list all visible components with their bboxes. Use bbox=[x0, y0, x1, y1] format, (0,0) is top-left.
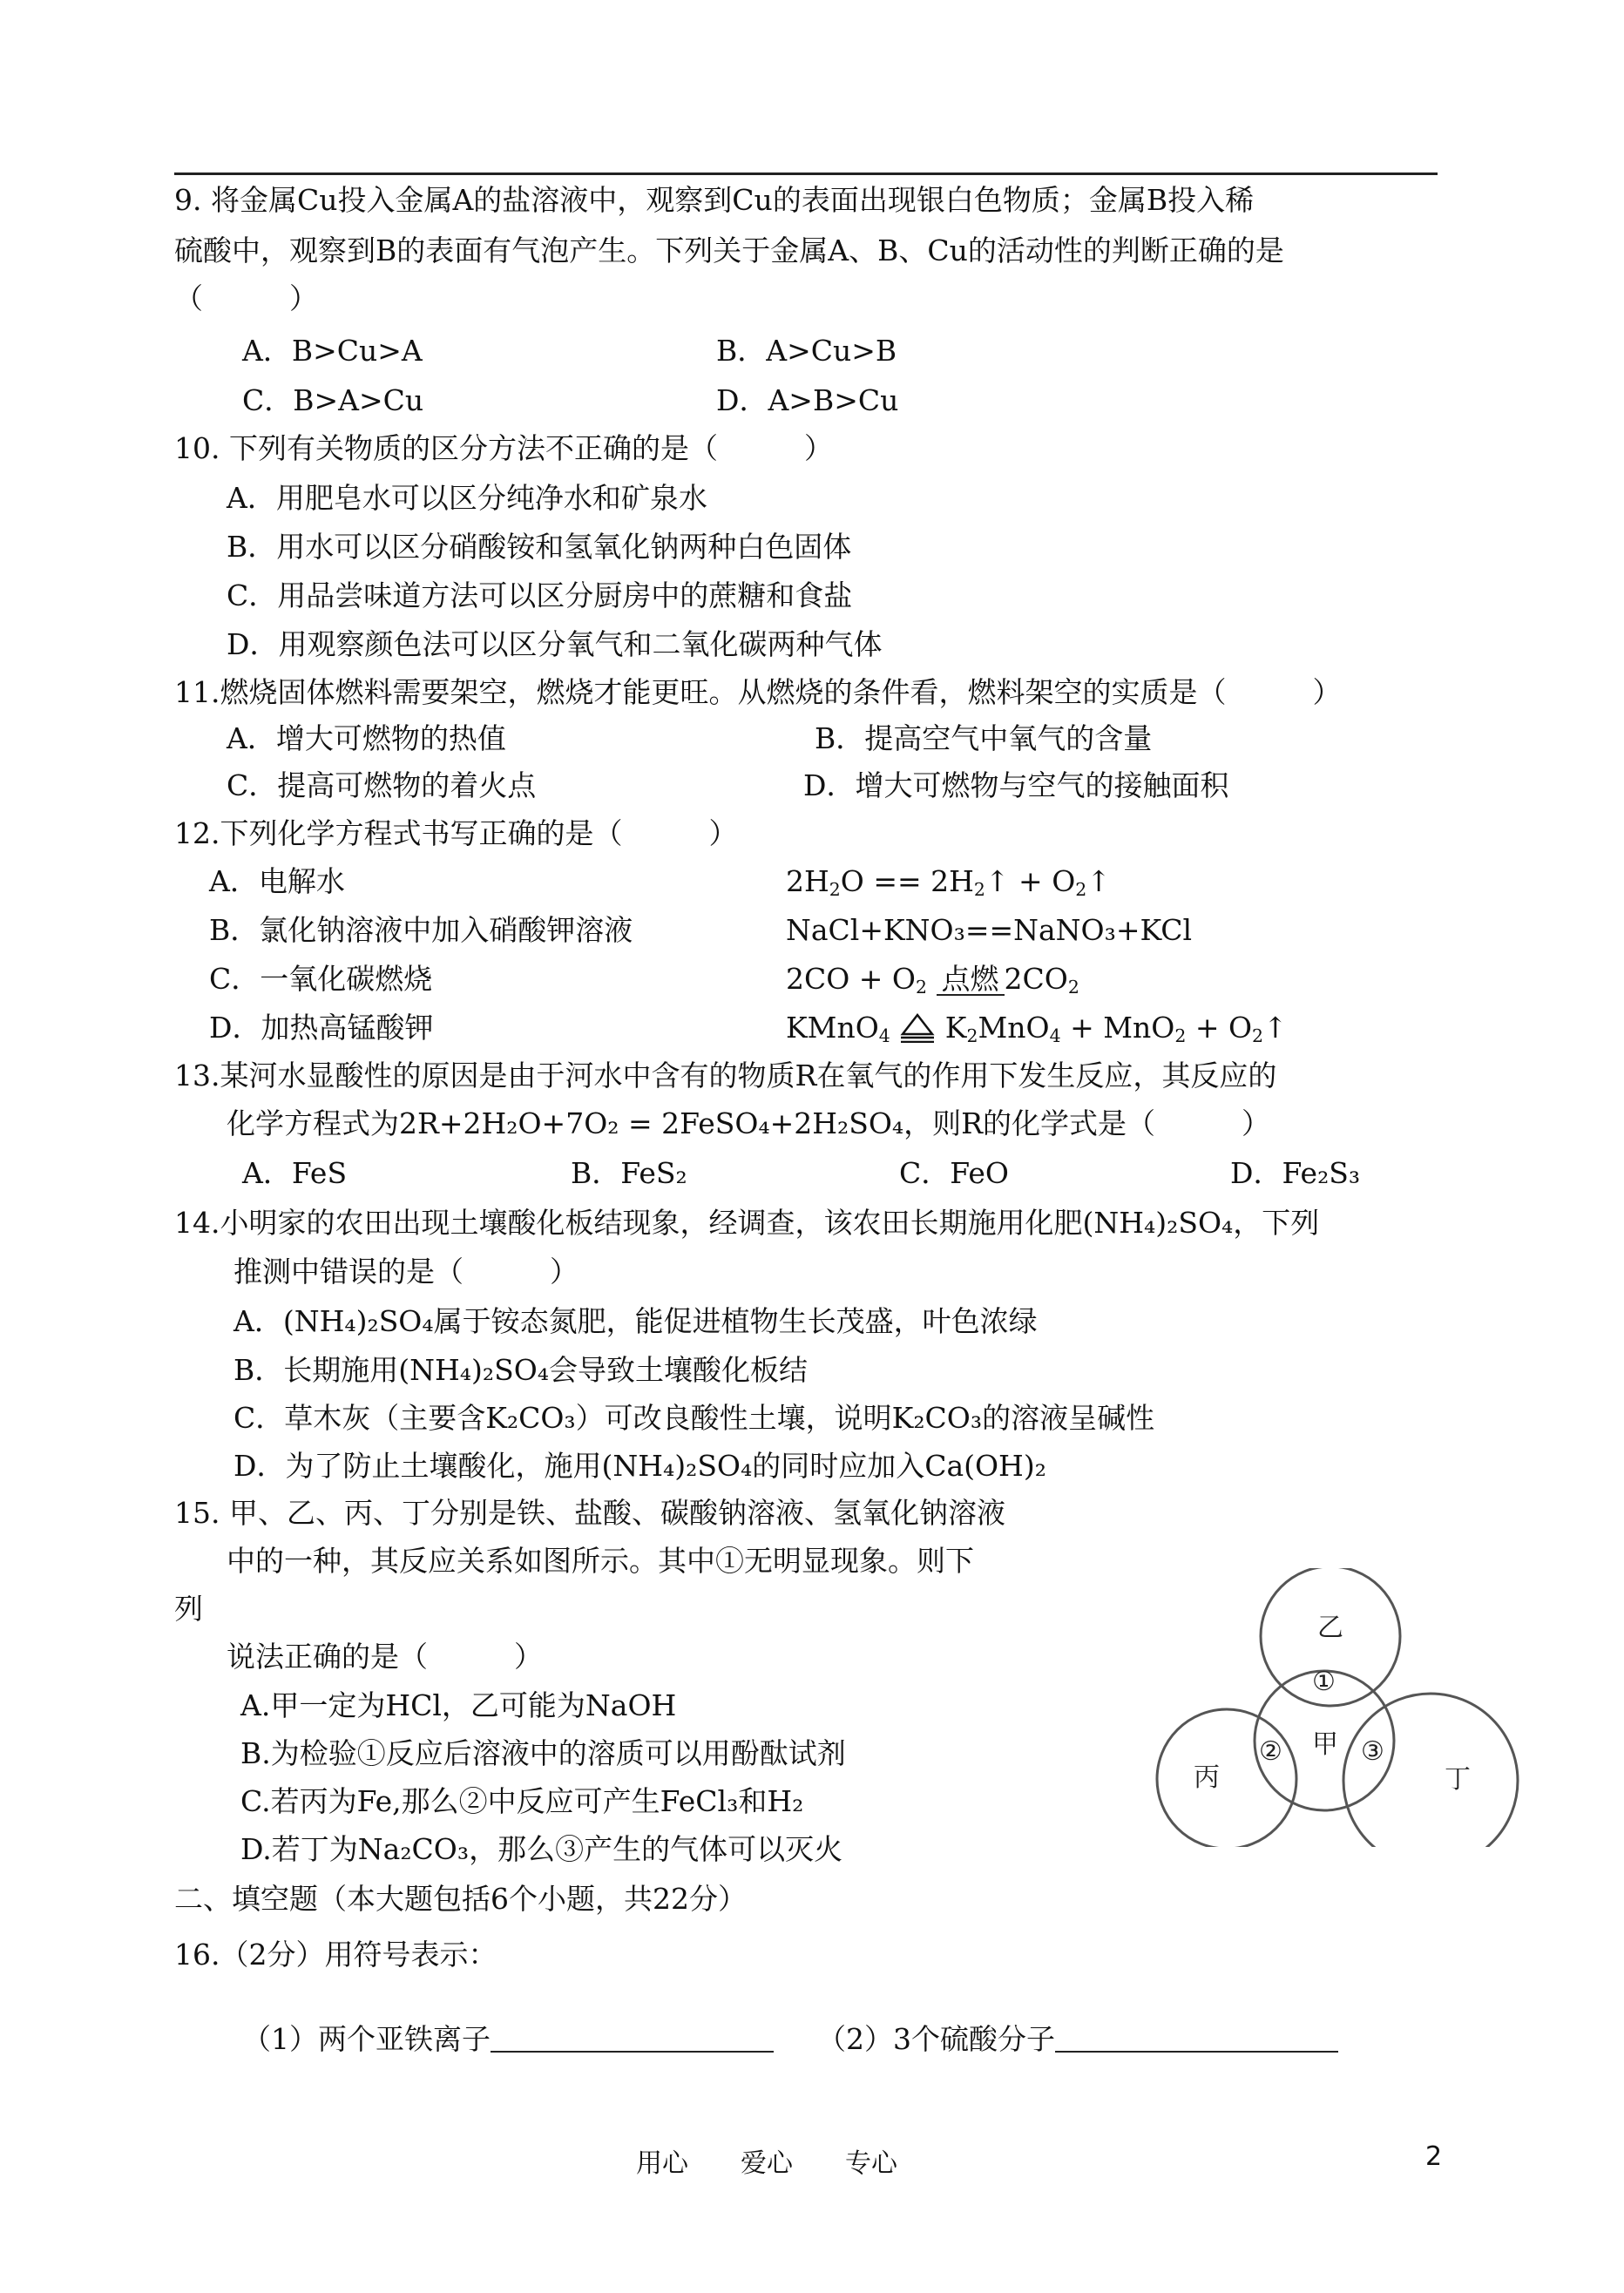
q12-equation-a: $2H_2O$ == $2H_2↑$ + $O_2↑$ bbox=[786, 864, 1111, 901]
header-rule bbox=[174, 172, 1438, 175]
q15-option-d: D.若丁为Na₂CO₃，那么③产生的气体可以灭火 bbox=[240, 1832, 843, 1866]
q9-option-a: A．B>Cu>A bbox=[242, 334, 423, 368]
label-n2: ② bbox=[1259, 1736, 1282, 1767]
q16-stem: 16.（2分）用符号表示： bbox=[174, 1938, 497, 1972]
q16-part2-label: （2）3个硫酸分子 bbox=[817, 2022, 1055, 2056]
q13-option-d: D．Fe₂S₃ bbox=[1230, 1156, 1361, 1190]
q12-option-a: A．电解水 bbox=[209, 864, 345, 898]
q14-option-b: B．长期施用(NH₄)₂SO₄会导致土壤酸化板结 bbox=[233, 1353, 809, 1387]
q13-option-c: C．FeO bbox=[899, 1156, 1009, 1190]
q14-option-a: A．(NH₄)₂SO₄属于铵态氮肥，能促进植物生长茂盛，叶色浓绿 bbox=[233, 1304, 1038, 1338]
q15-line2: 中的一种，其反应关系如图所示。其中①无明显现象。则下 bbox=[227, 1544, 974, 1578]
q10-option-a: A．用肥皂水可以区分纯净水和矿泉水 bbox=[227, 481, 707, 515]
q9-line2: 硫酸中，观察到B的表面有气泡产生。下列关于金属A、B、Cu的活动性的判断正确的是 bbox=[174, 233, 1284, 267]
q16-part1 bbox=[242, 2021, 774, 2056]
label-jia: 甲 bbox=[1312, 1729, 1338, 1760]
reaction-diagram bbox=[1150, 1568, 1542, 1847]
q14-option-c: C．草木灰（主要含K₂CO₃）可改良酸性土壤，说明K₂CO₃的溶液呈碱性 bbox=[233, 1401, 1155, 1435]
q12-option-b: B．氯化钠溶液中加入硝酸钾溶液 bbox=[209, 913, 633, 947]
q15-line4: 说法正确的是（ ） bbox=[227, 1640, 543, 1674]
q16-part2 bbox=[817, 2021, 1338, 2056]
q15-option-b: B.为检验①反应后溶液中的溶质可以用酚酞试剂 bbox=[240, 1736, 846, 1770]
q9-line1: 9. 将金属Cu投入金属A的盐溶液中，观察到Cu的表面出现银白色物质；金属B投入稀 bbox=[174, 183, 1255, 217]
heat-triangle-icon bbox=[899, 1011, 936, 1043]
page-number: 2 bbox=[1425, 2141, 1443, 2172]
q10-option-d: D．用观察颜色法可以区分氧气和二氧化碳两种气体 bbox=[227, 627, 883, 661]
q16-answer-blank-1[interactable] bbox=[491, 2021, 774, 2053]
q9-option-b: B．A>Cu>B bbox=[716, 334, 897, 368]
q11-option-d: D．增大可燃物与空气的接触面积 bbox=[803, 768, 1229, 802]
circle-bing bbox=[1157, 1709, 1296, 1847]
q12-option-c: C．一氧化碳燃烧 bbox=[209, 962, 433, 996]
q9-option-c: C．B>A>Cu bbox=[242, 383, 424, 417]
q13-line1: 13.某河水显酸性的原因是由于河水中含有的物质R在氧气的作用下发生反应，其反应的 bbox=[174, 1059, 1277, 1092]
q16-part1-label: （1）两个亚铁离子 bbox=[242, 2022, 491, 2056]
q10-option-c: C．用品尝味道方法可以区分厨房中的蔗糖和食盐 bbox=[227, 578, 853, 612]
q11-option-c: C．提高可燃物的着火点 bbox=[227, 768, 537, 802]
q14-option-d: D．为了防止土壤酸化，施用(NH₄)₂SO₄的同时应加入Ca(OH)₂ bbox=[233, 1449, 1046, 1483]
q11-option-b: B．提高空气中氧气的含量 bbox=[815, 721, 1153, 755]
q16-answer-blank-2[interactable] bbox=[1055, 2021, 1338, 2053]
q15-option-a: A.甲一定为HCl，乙可能为NaOH bbox=[240, 1688, 677, 1722]
footer-motto: 用心 爱心 专心 bbox=[636, 2148, 897, 2179]
reaction-condition: 点燃 bbox=[937, 964, 1005, 996]
q12-equation-d: KMnO$_4$ $K_2MnO_4 + MnO_2$ + $O_2↑$ bbox=[786, 1011, 1288, 1047]
q13-option-b: B．FeS₂ bbox=[571, 1156, 687, 1190]
q13-option-a: A．FeS bbox=[242, 1156, 348, 1190]
q15-option-c: C.若丙为Fe,那么②中反应可产生FeCl₃和H₂ bbox=[240, 1784, 804, 1818]
label-ding: 丁 bbox=[1445, 1764, 1471, 1795]
q14-line1: 14.小明家的农田出现土壤酸化板结现象，经调查，该农田长期施用化肥(NH₄)₂SO₄，下列 bbox=[174, 1206, 1320, 1240]
q12-equation-c: $2CO + O_2$ 点燃 $2CO_2$ bbox=[786, 962, 1079, 998]
q12-option-d: D．加热高锰酸钾 bbox=[209, 1011, 434, 1045]
q13-line2: 化学方程式为2R+2H₂O+7O₂ = 2FeSO₄+2H₂SO₄，则R的化学式是（ ） bbox=[227, 1106, 1271, 1140]
q11-stem: 11.燃烧固体燃料需要架空，燃烧才能更旺。从燃烧的条件看，燃料架空的实质是（ ） bbox=[174, 675, 1342, 709]
q9-line3: （ ） bbox=[174, 281, 318, 315]
q10-option-b: B．用水可以区分硝酸铵和氢氧化钠两种白色固体 bbox=[227, 530, 852, 564]
q12-stem: 12.下列化学方程式书写正确的是（ ） bbox=[174, 816, 738, 850]
label-n3: ③ bbox=[1361, 1736, 1384, 1767]
q10-stem: 10. 下列有关物质的区分方法不正确的是（ ） bbox=[174, 431, 833, 465]
q11-option-a: A．增大可燃物的热值 bbox=[227, 721, 506, 755]
label-n1: ① bbox=[1312, 1667, 1336, 1697]
q15-line1: 15. 甲、乙、丙、丁分别是铁、盐酸、碳酸钠溶液、氢氧化钠溶液 bbox=[174, 1496, 1005, 1530]
q9-option-d: D．A>B>Cu bbox=[716, 383, 899, 417]
circle-ding bbox=[1343, 1694, 1518, 1847]
q12-equation-b: NaCl+KNO₃==NaNO₃+KCl bbox=[786, 913, 1193, 947]
label-yi: 乙 bbox=[1317, 1613, 1343, 1643]
label-bing: 丙 bbox=[1194, 1762, 1220, 1793]
q14-line2: 推测中错误的是（ ） bbox=[233, 1255, 579, 1289]
section2-title: 二、填空题（本大题包括6个小题，共22分） bbox=[174, 1882, 747, 1916]
q15-line3: 列 bbox=[174, 1592, 203, 1626]
